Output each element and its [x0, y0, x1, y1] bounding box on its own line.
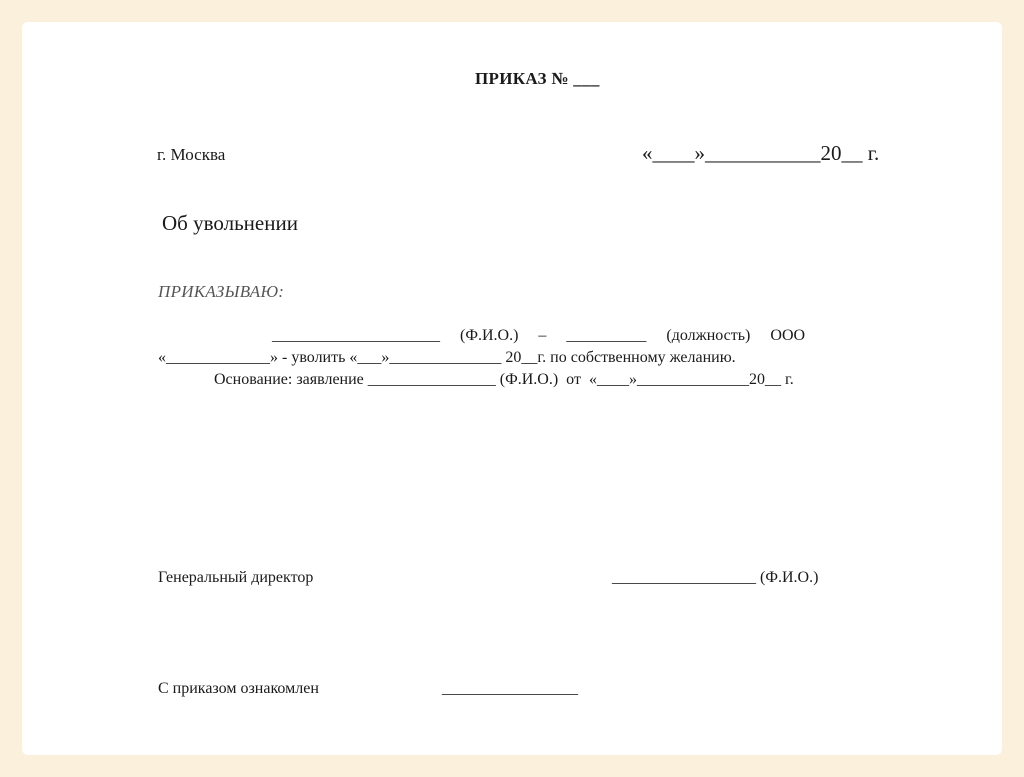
body-line-1: _____________________ (Ф.И.О.) – __________ (должность) ООО [272, 327, 806, 344]
body-line-3: Основание: заявление ________________ (Ф.И.О.) от «____»______________20__ г. [214, 371, 794, 388]
document-title: ПРИКАЗ № ___ [475, 69, 600, 88]
document-subject: Об увольнении [162, 211, 298, 235]
acknowledged-label: С приказом ознакомлен [158, 680, 319, 697]
body-line-2: «_____________» - уволить «___»______________ 20__г. по собственному желанию. [158, 349, 736, 366]
document-page [22, 22, 1002, 755]
acknowledged-signature-line: _________________ [442, 680, 578, 697]
signature-title: Генеральный директор [158, 569, 314, 586]
signature-line: __________________ (Ф.И.О.) [612, 569, 819, 586]
order-heading: ПРИКАЗЫВАЮ: [158, 282, 285, 301]
date-field: «____»___________20__ г. [642, 141, 880, 165]
city-label: г. Москва [157, 145, 226, 164]
